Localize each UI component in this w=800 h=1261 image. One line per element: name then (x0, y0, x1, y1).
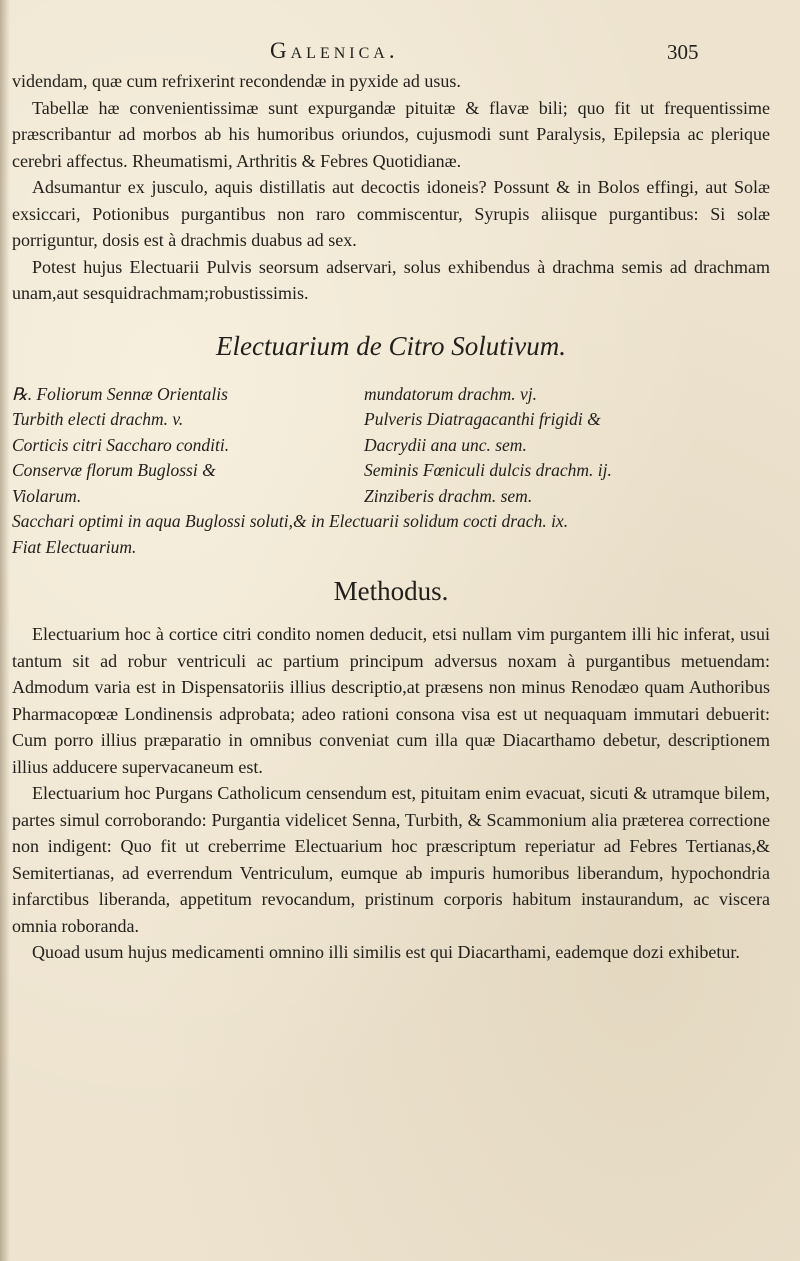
recipe-line-left: Conservæ florum Buglossi & (12, 460, 216, 480)
recipe-line-left: ℞. Foliorum Sennæ Orientalis (12, 383, 228, 404)
section-title: Electuarium de Citro Solutivum. (216, 330, 566, 361)
recipe-line-right: mundatorum drachm. vj. (364, 383, 538, 404)
intro-text (12, 68, 770, 307)
intro-paragraph: Potest hujus Electuarii Pulvis seorsum adservari, solus exhibendus à drachma semis ad drachmam unam,aut sesquidrachmam;robustissimis. (12, 256, 770, 303)
intro-paragraph: Adsumantur ex jusculo, aquis distillatis aut decoctis idoneis? Possunt & in Bolos effingi, aut Solæ exsiccari, Potionibus purgantibus non raro commiscentur, Syrupis aliisque purgantibus: Si solæ porriguntur, dosis est à drachmis duabus ad sex. (12, 177, 770, 250)
recipe-ingredients (12, 382, 770, 510)
page-header (12, 38, 770, 68)
recipe-line-right: Zinziberis drachm. sem. (364, 485, 533, 506)
methodus-paragraph: Quoad usum hujus medicamenti omnino illi similis est qui Diacarthami, eademque dozi exhibetur. (32, 942, 740, 962)
methodus-paragraph: Electuarium hoc Purgans Catholicum censendum est, pituitam enim evacuat, sicuti & utramque bilem, partes simul corroborando: Purgantia videlicet Senna, Turbith, & Scammonium alia præterea correctione non indigent: Quo fit ut creberrime Electuarium hoc præscriptum reperiatur ad Febres Tertianas,& Semitertianas, ad everrendum Ventriculum, eumque ab impuris humoribus liberandum, hypochondria infarctibus liberanda, appetitum revocandum, pristinum corporis habitum instaurandum, ac viscera omnia roboranda. (12, 783, 770, 936)
methodus-heading: Methodus. (333, 576, 449, 606)
recipe (12, 382, 770, 561)
methodus-text (12, 621, 770, 966)
methodus-paragraph: Electuarium hoc à cortice citri condito nomen deducit, etsi nullam vim purgantem illi hic inferat, usui tantum sit ad robur ventriculi ac partium principum adversus noxam à purgantibus metuendam: Admodum varia est in Dispensatoriis illius descriptio,at præsens non minus Renodæo quam Authoribus Pharmacopœæ Londinensis adprobata; adeo rationi consona visa est ut nequaquam immutari debuerit: Cum porro illius præparatio in omnibus conveniat cum illa quæ Diacarthamo debetur, descriptionem illius adducere supervacaneum est. (12, 624, 770, 777)
page-number: 305 (667, 40, 699, 64)
recipe-line-left: Turbith electi drachm. v. (12, 409, 184, 429)
recipe-line-left: Corticis citri Saccharo conditi. (12, 434, 230, 455)
recipe-line-right: Pulveris Diatragacanthi frigidi & (364, 409, 601, 429)
intro-paragraph: videndam, quæ cum refrixerint recondendæ in pyxide ad usus. (12, 71, 461, 91)
recipe-line-left: Violarum. (12, 485, 82, 506)
recipe-line-right: Dacrydii ana unc. sem. (364, 434, 527, 455)
recipe-line-right: Seminis Fœniculi dulcis drachm. ij. (364, 460, 612, 480)
running-head: Galenica. (270, 38, 399, 63)
intro-paragraph: Tabellæ hæ convenientissimæ sunt expurgandæ pituitæ & flavæ bili; quo fit ut frequentissime præscribantur ad morbos ab his humoribus oriundos, cujusmodi sunt Paralysis, Epilepsia ac plerique cerebri affectus. Rheumatismi, Arthritis & Febres Quotidianæ. (12, 97, 770, 171)
recipe-line-full: Fiat Electuarium. (12, 536, 137, 557)
recipe-line-full: Sacchari optimi in aqua Buglossi soluti,& in Electuarii solidum cocti drach. ix. (12, 511, 569, 531)
